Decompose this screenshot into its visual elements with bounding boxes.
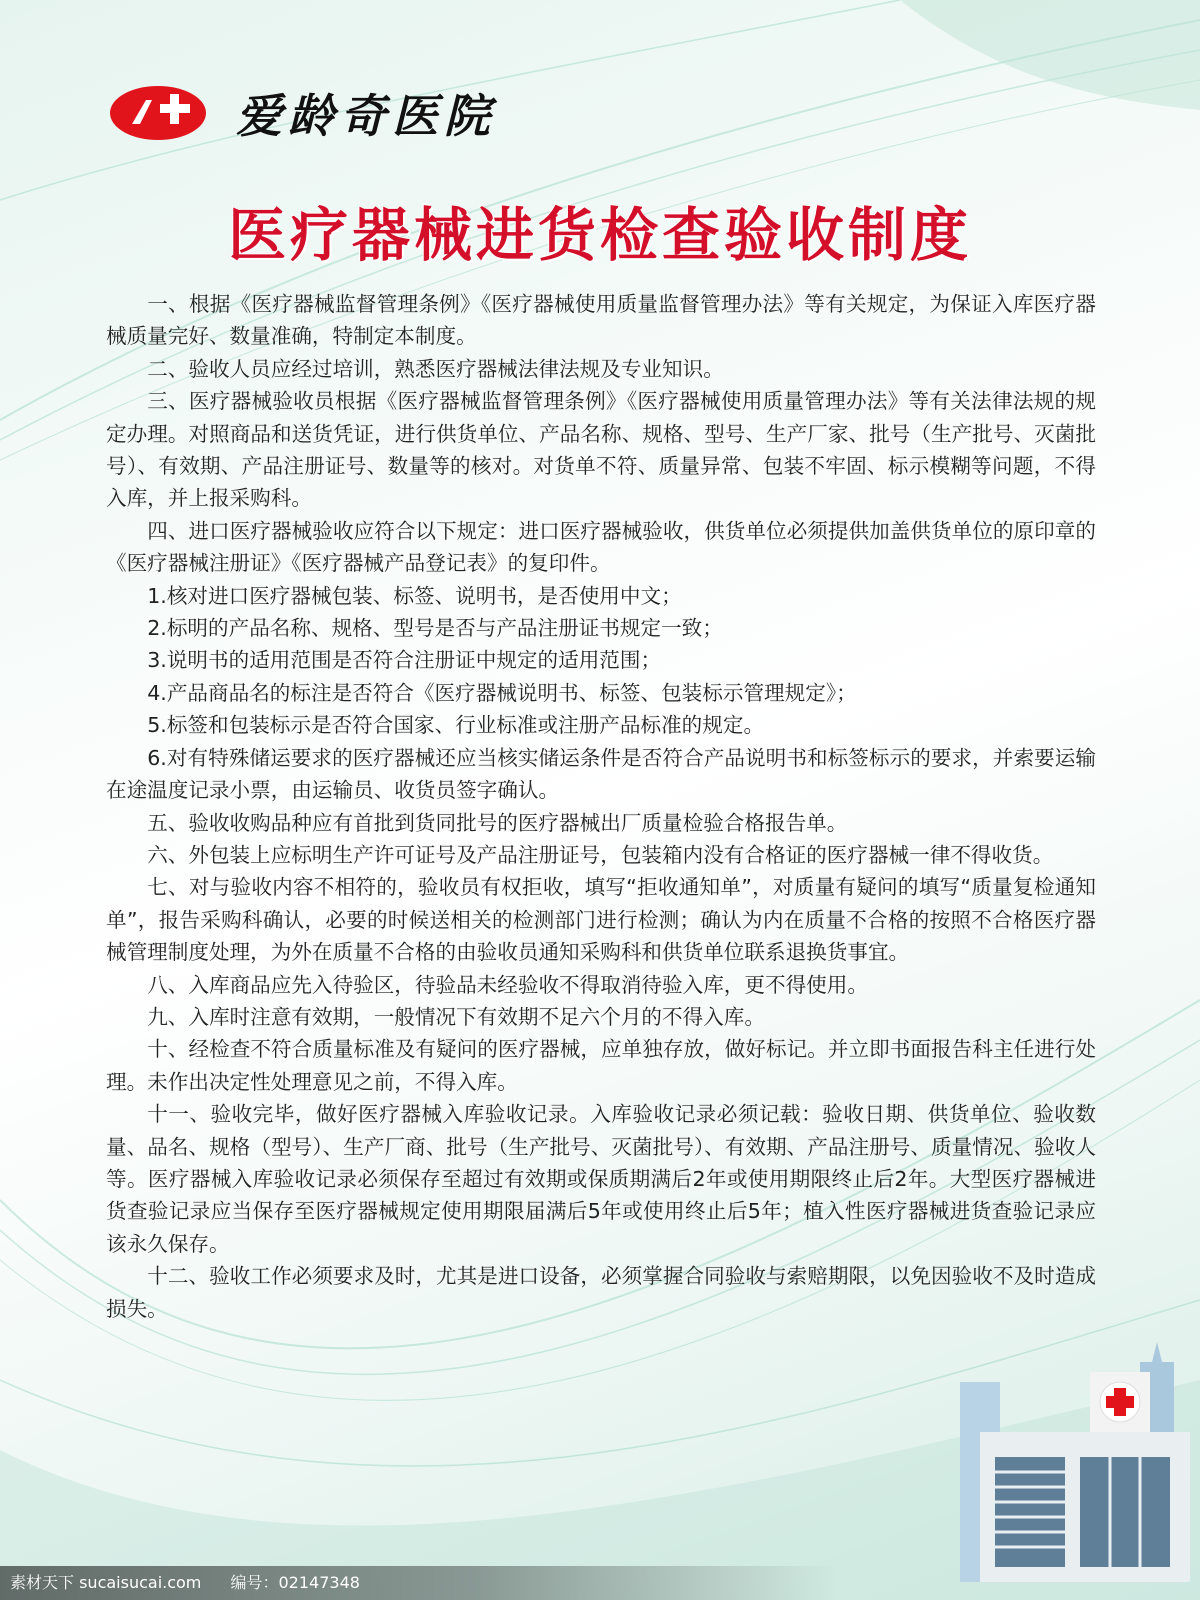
paragraph-4-item-2: 2.标明的产品名称、规格、型号是否与产品注册证书规定一致；: [147, 616, 723, 641]
paragraph-4-item-6: 6.对有特殊储运要求的医疗器械还应当核实储运条件是否符合产品说明书和标签标示的要求，并索要运输在途温度记录小票，由运输员、收货员签字确认。: [106, 745, 1096, 803]
paragraph-4-item-1: 1.核对进口医疗器械包装、标签、说明书，是否使用中文；: [147, 583, 682, 608]
hospital-building-icon: [940, 1342, 1200, 1582]
watermark-footer: [0, 1566, 1200, 1600]
paragraph-9: 九、入库时注意有效期，一般情况下有效期不足六个月的不得入库。: [147, 1004, 765, 1029]
paragraph-4-item-4: 4.产品商品名的标注是否符合《医疗器械说明书、标签、包装标示管理规定》；: [147, 680, 857, 705]
hospital-name: 爱龄奇医院: [236, 89, 496, 143]
paragraph-7: 七、对与验收内容不相符的，验收员有权拒收，填写“拒收通知单”，对质量有疑问的填写“质量复检通知单”，报告采购科确认，必要的时候送相关的检测部门进行检测；确认为内在质量不合格的按照不合格医疗器械管理制度处理，为外在质量不合格的由验收员通知采购科和供货单位联系退换货事宜。: [106, 875, 1096, 965]
paragraph-6: 六、外包装上应标明生产许可证号及产品注册证号，包装箱内没有合格证的医疗器械一律不得收货。: [147, 842, 1054, 867]
paragraph-4-item-3: 3.说明书的适用范围是否符合注册证中规定的适用范围；: [147, 648, 662, 673]
paragraph-2: 二、验收人员应经过培训，熟悉医疗器械法律法规及专业知识。: [147, 356, 724, 381]
paragraph-10: 十、经检查不符合质量标准及有疑问的医疗器械，应单独存放，做好标记。并立即书面报告科主任进行处理。未作出决定性处理意见之前，不得入库。: [106, 1037, 1096, 1094]
hospital-logo: [108, 80, 496, 146]
paragraph-1: 一、根据《医疗器械监督管理条例》《医疗器械使用质量监督管理办法》等有关规定，为保证入库医疗器械质量完好、数量准确，特制定本制度。: [106, 292, 1096, 349]
hospital-badge-icon: [108, 84, 208, 142]
paragraph-4: 四、进口医疗器械验收应符合以下规定：进口医疗器械验收，供货单位必须提供加盖供货单位的原印章的《医疗器械注册证》《医疗器械产品登记表》的复印件。: [106, 518, 1096, 576]
watermark-site: 素材天下 sucaisucai.com: [10, 1573, 202, 1592]
paragraph-3: 三、医疗器械验收员根据《医疗器械监督管理条例》《医疗器械使用质量管理办法》等有关法律法规的规定办理。对照商品和送货凭证，进行供货单位、产品名称、规格、型号、生产厂家、批号（生产批号、灭菌批号）、有效期、产品注册证号、数量等的核对。对货单不符、质量异常、包装不牢固、标示模糊等问题，不得入库，并上报采购科。: [106, 389, 1096, 511]
page-title: 医疗器械进货检查验收制度: [227, 201, 972, 269]
paragraph-11: 十一、验收完毕，做好医疗器械入库验收记录。入库验收记录必须记载：验收日期、供货单位、验收数量、品名、规格（型号）、生产厂商、批号（生产批号、灭菌批号）、有效期、产品注册号、质量情况、验收人等。医疗器械入库验收记录必须保存至超过有效期或保质期满后2年或使用期限终止后2年。大型医疗器械进货查验记录应当保存至医疗器械规定使用期限届满后5年或使用终止后5年；植入性医疗器械进货查验记录应该永久保存。: [106, 1102, 1096, 1256]
paragraph-4-item-5: 5.标签和包装标示是否符合国家、行业标准或注册产品标准的规定。: [147, 713, 765, 738]
paragraph-8: 八、入库商品应先入待验区，待验品未经验收不得取消待验入库，更不得使用。: [147, 972, 868, 997]
watermark-code: 编号：02147348: [230, 1573, 360, 1592]
regulation-body: [106, 288, 1096, 1325]
paragraph-5: 五、验收收购品种应有首批到货同批号的医疗器械出厂质量检验合格报告单。: [147, 810, 848, 835]
paragraph-12: 十二、验收工作必须要求及时，尤其是进口设备，必须掌握合同验收与索赔期限，以免因验收不及时造成损失。: [106, 1264, 1096, 1321]
